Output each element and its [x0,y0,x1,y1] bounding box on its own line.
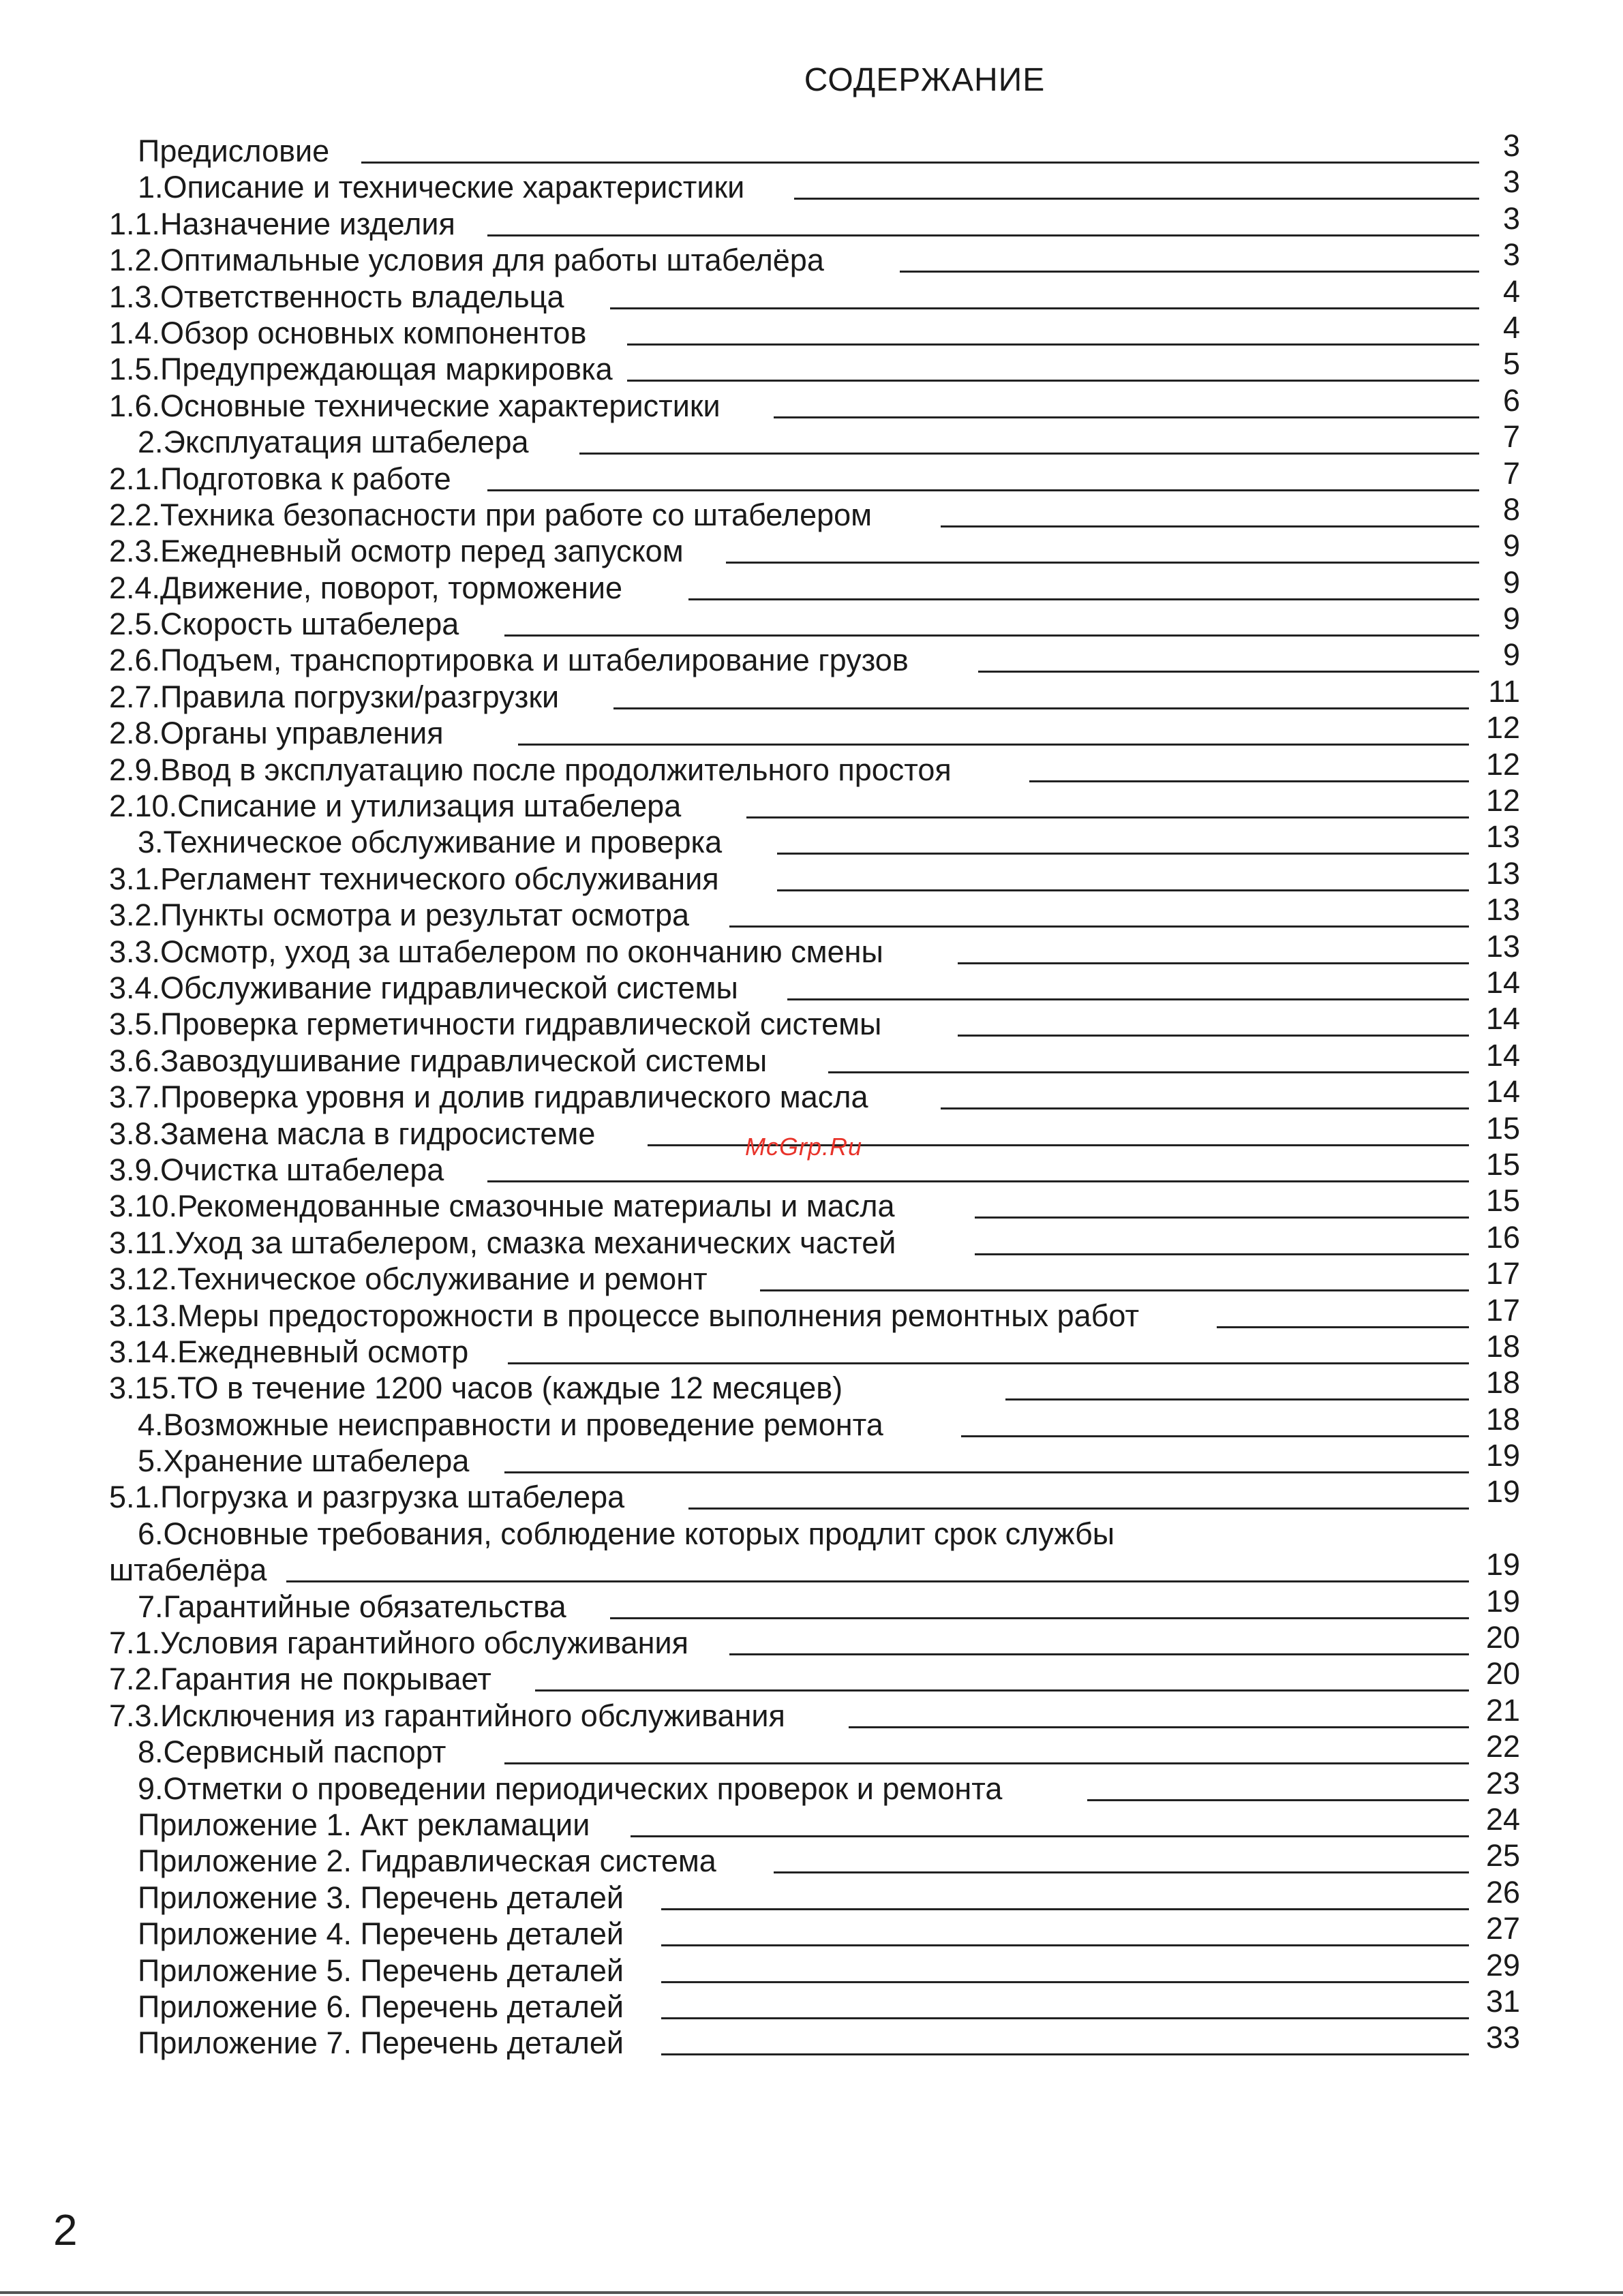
toc-entry-label: 3.3.Осмотр, уход за штабелером по окончанию смены [109,934,883,969]
toc-leader-line [777,853,1469,855]
toc-entry-label: 2.1.Подготовка к работе [109,461,451,496]
toc-entry-page: 7 [1502,419,1520,455]
toc-leader-line [487,489,1479,491]
toc-entry-label: 1.1.Назначение изделия [109,206,455,241]
toc-entry-page: 5 [1502,346,1520,382]
toc-leader-line [941,525,1479,527]
toc-entry-label: 3.4.Обслуживание гидравлической системы [109,970,738,1005]
toc-leader-line [975,1253,1469,1255]
toc-entry-label: 3.7.Проверка уровня и долив гидравлического масла [109,1080,868,1115]
toc-entry-page: 17 [1485,1292,1520,1328]
toc-entry [109,273,1520,315]
toc-leader-line [361,162,1479,164]
toc-leader-line [504,634,1479,637]
toc-leader-line [961,1435,1469,1437]
toc-entry-page: 4 [1502,273,1520,309]
toc-leader-line [726,562,1479,564]
toc-entry-page: 14 [1485,1074,1520,1109]
toc-leader-line [794,198,1479,200]
toc-leader-line [729,925,1469,928]
toc-entry-label: 1.4.Обзор основных компонентов [109,315,587,350]
toc-entry [109,491,1520,533]
toc-entry-page: 13 [1485,819,1520,855]
toc-entry [109,637,1520,678]
toc-entry-label: 3.12.Техническое обслуживание и ремонт [109,1261,708,1297]
toc-leader-line [1217,1326,1469,1328]
toc-leader-line [631,1835,1469,1837]
toc-entry-page: 26 [1485,1874,1520,1910]
toc-entry-page: 29 [1485,1947,1520,1983]
toc-leader-line [688,1507,1469,1510]
toc-entry [109,1583,1520,1625]
toc-entry-page: 15 [1485,1146,1520,1182]
toc-entry [109,710,1520,751]
toc-entry [109,1692,1520,1734]
toc-entry [109,1983,1520,2025]
toc-leader-line [1087,1799,1469,1801]
toc-entry-label: 2.9.Ввод в эксплуатацию после продолжительного простоя [109,752,952,787]
toc-entry-page: 4 [1502,309,1520,345]
toc-entry [109,819,1520,860]
toc-entry-label: 2.2.Техника безопасности при работе со штабелером [109,497,873,532]
toc-entry-label: 3.6.Завоздушивание гидравлической системы [109,1043,768,1078]
toc-entry-label: Приложение 6. Перечень деталей [138,1989,624,2024]
toc-leader-line [504,1762,1469,1764]
toc-leader-line [286,1580,1469,1582]
toc-entry [109,1911,1520,1952]
toc-entry [109,1328,1520,1370]
toc-leader-line [518,744,1469,746]
toc-entry-page: 15 [1485,1110,1520,1146]
toc-entry-label: 4.Возможные неисправности и проведение ремонта [138,1407,883,1442]
table-of-contents [109,128,1520,2062]
toc-leader-line [661,1908,1469,1910]
toc-entry [109,164,1520,205]
toc-entry-page: 9 [1502,601,1520,637]
toc-entry-page: 20 [1485,1656,1520,1692]
toc-entry-label: 3.5.Проверка герметичности гидравлической системы [109,1007,882,1042]
toc-entry-label: 1.6.Основные технические характеристики [109,388,721,423]
toc-entry-page: 3 [1502,200,1520,236]
toc-entry [109,1474,1520,1515]
toc-entry-label: Предисловие [138,134,330,168]
toc-leader-line [487,234,1479,236]
toc-entry [109,382,1520,424]
toc-entry [109,1801,1520,1843]
toc-entry-label: 3.9.Очистка штабелера [109,1152,444,1187]
toc-entry [109,1656,1520,1697]
toc-entry [109,1292,1520,1334]
toc-entry-page: 20 [1485,1620,1520,1655]
toc-leader-line [787,998,1469,1000]
toc-entry-page: 14 [1485,1001,1520,1037]
toc-entry-page: 13 [1485,928,1520,964]
toc-entry [109,601,1520,642]
toc-entry-page: 19 [1485,1474,1520,1510]
toc-entry-label: Приложение 3. Перечень деталей [138,1880,624,1915]
toc-entry [109,1729,1520,1770]
toc-entry [109,1074,1520,1115]
toc-entry-label: Приложение 1. Акт рекламации [138,1807,590,1842]
toc-entry [109,1256,1520,1297]
toc-entry-label: штабелёра [109,1552,267,1588]
toc-leader-line [760,1289,1469,1291]
toc-entry-label: 2.6.Подъем, транспортировка и штабелирование грузов [109,643,909,678]
watermark: McGrp.Ru [745,1133,863,1161]
toc-entry-page: 12 [1485,746,1520,782]
toc-entry-page: 3 [1502,164,1520,200]
toc-entry-label: 3.11.Уход за штабелером, смазка механических частей [109,1225,896,1260]
toc-entry-label: 1.2.Оптимальные условия для работы штабелёра [109,243,824,278]
toc-entry-label: 3.13.Меры предосторожности в процессе выполнения ремонтных работ [109,1298,1140,1333]
toc-entry-page: 3 [1502,128,1520,163]
toc-leader-line [1005,1398,1469,1400]
toc-entry-label: 3.14.Ежедневный осмотр [109,1334,469,1369]
toc-entry-page: 22 [1485,1729,1520,1764]
toc-entry-label: 2.4.Движение, поворот, торможение [109,570,623,605]
toc-entry-page: 33 [1485,2020,1520,2055]
toc-entry [109,1620,1520,1661]
toc-entry [109,419,1520,460]
toc-leader-line [487,1180,1469,1182]
toc-leader-line [627,380,1479,382]
toc-leader-line [661,1981,1469,1983]
toc-entry-page: 19 [1485,1547,1520,1582]
toc-entry-label: 1.Описание и технические характеристики [138,170,745,205]
toc-entry [109,928,1520,970]
toc-entry-label: Приложение 2. Гидравлическая система [138,1843,716,1879]
toc-leader-line [661,2053,1469,2055]
toc-entry-label: 5.Хранение штабелера [138,1443,470,1479]
toc-entry [109,964,1520,1006]
toc-entry-page: 31 [1485,1983,1520,2019]
toc-leader-line [975,1216,1469,1219]
toc-leader-line [627,343,1479,346]
toc-entry-page: 9 [1502,564,1520,600]
toc-entry-label: Приложение 7. Перечень деталей [138,2025,624,2061]
toc-entry-page: 14 [1485,964,1520,1000]
page-number: 2 [53,2205,78,2254]
toc-entry [109,1516,1520,1552]
toc-entry-label: 7.3.Исключения из гарантийного обслуживания [109,1698,785,1733]
toc-leader-line [774,1871,1469,1873]
toc-entry-label: 3.2.Пункты осмотра и результат осмотра [109,898,690,933]
toc-entry [109,1365,1520,1406]
toc-entry-label: Приложение 4. Перечень деталей [138,1916,624,1952]
toc-leader-line [849,1726,1469,1728]
toc-leader-line [746,816,1469,818]
toc-entry-label: 2.5.Скорость штабелера [109,607,459,642]
toc-entry-page: 21 [1485,1692,1520,1728]
toc-entry-label: 9.Отметки о проведении периодических проверок и ремонта [138,1771,1003,1806]
toc-entry-label: 3.10.Рекомендованные смазочные материалы и масла [109,1189,895,1224]
toc-entry-label: 1.3.Ответственность владельца [109,279,564,314]
toc-entry-page: 13 [1485,892,1520,928]
toc-leader-line [729,1653,1469,1655]
toc-entry [109,855,1520,897]
page-title: СОДЕРЖАНИЕ [804,62,1046,98]
toc-entry-label: 7.1.Условия гарантийного обслуживания [109,1625,688,1661]
toc-leader-line [958,962,1469,964]
toc-entry-page: 16 [1485,1219,1520,1255]
toc-leader-line [504,1471,1469,1473]
toc-entry-label: 6.Основные требования, соблюдение которых продлит срок службы [138,1516,1115,1551]
toc-entry [109,200,1520,242]
toc-leader-line [777,889,1469,891]
toc-leader-line [978,671,1479,673]
toc-entry-page: 18 [1485,1328,1520,1364]
toc-leader-line [941,1107,1469,1109]
toc-leader-line [661,1944,1469,1946]
toc-entry [109,564,1520,606]
toc-entry-page: 13 [1485,855,1520,891]
toc-entry-label: 3.8.Замена масла в гидросистеме [109,1116,596,1151]
toc-entry-page: 18 [1485,1401,1520,1437]
toc-entry [109,1037,1520,1079]
toc-entry [109,237,1520,278]
toc-entry-label: 2.3.Ежедневный осмотр перед запуском [109,534,684,569]
toc-entry [109,673,1520,715]
toc-entry-page: 27 [1485,1911,1520,1946]
toc-entry-page: 7 [1502,455,1520,491]
toc-entry-page: 9 [1502,637,1520,673]
toc-entry [109,1874,1520,1916]
toc-entry-label: 2.7.Правила погрузки/разгрузки [109,679,560,714]
toc-entry [109,1401,1520,1443]
toc-entry [109,2020,1520,2061]
toc-entry-page: 23 [1485,1765,1520,1801]
toc-entry-page: 3 [1502,237,1520,273]
toc-leader-line [958,1035,1469,1037]
toc-entry [109,746,1520,788]
toc-entry-page: 14 [1485,1037,1520,1073]
toc-entry-label: 1.5.Предупреждающая маркировка [109,352,613,387]
toc-entry [109,346,1520,387]
toc-entry [109,1438,1520,1479]
toc-entry [109,1001,1520,1042]
toc-entry-page: 25 [1485,1838,1520,1873]
toc-entry [109,1219,1520,1261]
toc-entry-label: 5.1.Погрузка и разгрузка штабелера [109,1480,625,1515]
toc-entry [109,455,1520,497]
toc-leader-line [535,1689,1469,1692]
toc-entry-label: 2.10.Списание и утилизация штабелера [109,789,682,824]
toc-entry [109,309,1520,351]
bottom-rule [0,2291,1623,2294]
toc-entry [109,1183,1520,1224]
toc-entry-page: 19 [1485,1583,1520,1619]
toc-entry-label: 7.2.Гарантия не покрывает [109,1662,491,1697]
toc-entry-label: 8.Сервисный паспорт [138,1734,446,1770]
toc-entry-page: 9 [1502,528,1520,564]
toc-leader-line [661,2017,1469,2019]
toc-leader-line [688,598,1479,600]
toc-entry-label: 2.Эксплуатация штабелера [138,425,529,460]
toc-leader-line [613,707,1469,709]
toc-leader-line [828,1071,1469,1073]
toc-entry-label: 3.Техническое обслуживание и проверка [138,825,723,860]
toc-entry [109,1765,1520,1807]
toc-entry-page: 15 [1485,1183,1520,1219]
toc-entry-page: 11 [1488,673,1520,709]
toc-entry [109,892,1520,933]
toc-entry [109,1947,1520,1989]
toc-entry [109,783,1520,824]
toc-entry-label: 2.8.Органы управления [109,716,444,751]
toc-entry-page: 6 [1502,382,1520,418]
toc-leader-line [1029,780,1469,782]
toc-entry-label: 3.1.Регламент технического обслуживания [109,861,719,896]
toc-entry-page: 8 [1502,491,1520,527]
toc-entry-page: 12 [1485,710,1520,746]
toc-entry-page: 17 [1485,1256,1520,1291]
toc-leader-line [774,416,1479,418]
toc-entry [109,1838,1520,1879]
toc-entry-page: 18 [1485,1365,1520,1400]
toc-entry-label: 3.15.ТО в течение 1200 часов (каждые 12 месяцев) [109,1371,843,1406]
toc-entry [109,128,1520,169]
toc-leader-line [508,1362,1469,1364]
toc-entry-page: 19 [1485,1438,1520,1473]
toc-leader-line [900,271,1479,273]
toc-leader-line [579,453,1479,455]
toc-entry [109,528,1520,569]
toc-leader-line [610,1617,1469,1619]
toc-entry-page: 24 [1485,1801,1520,1837]
toc-entry-label: Приложение 5. Перечень деталей [138,1953,624,1988]
toc-entry-label: 7.Гарантийные обязательства [138,1589,566,1624]
toc-leader-line [610,307,1479,309]
toc-entry [109,1547,1520,1588]
toc-entry-page: 12 [1485,783,1520,818]
